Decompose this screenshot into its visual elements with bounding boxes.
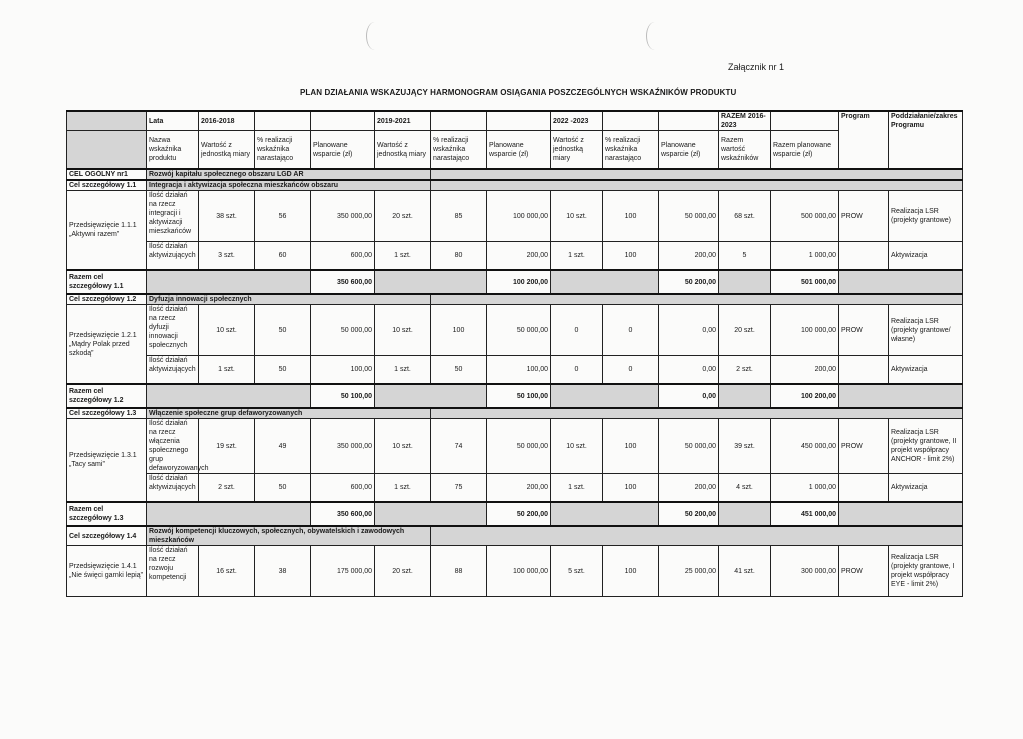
razem-planowane: 1 000,00 bbox=[771, 474, 839, 503]
indicator-row bbox=[67, 474, 963, 503]
realizacja-2016-2018: 56 bbox=[255, 191, 311, 242]
realizacja-2016-2018: 50 bbox=[255, 474, 311, 503]
zakres-programu: Realizacja LSR (projekty grantowe, II projekt współpracy ANCHOR - limit 2%) bbox=[889, 419, 963, 474]
sum-label: Razem cel szczegółowy 1.2 bbox=[67, 384, 147, 408]
planowane-2019-2021: 100,00 bbox=[487, 356, 551, 385]
sum-filler bbox=[551, 384, 659, 408]
goal-row bbox=[67, 526, 963, 546]
project-name: Przedsięwzięcie 1.3.1 „Tacy sami” bbox=[67, 419, 147, 503]
indicator-row bbox=[67, 305, 963, 356]
header-period-2: 2019-2021 bbox=[375, 111, 431, 131]
header-empty bbox=[67, 111, 147, 131]
header-planowane-3: Planowane wsparcie (zł) bbox=[659, 131, 719, 170]
indicator-name: Ilość działań aktywizujących bbox=[147, 242, 199, 271]
realizacja-2022-2023: 100 bbox=[603, 242, 659, 271]
sum-filler bbox=[375, 502, 487, 526]
goal-row bbox=[67, 180, 963, 191]
goal-row bbox=[67, 294, 963, 305]
sum-filler bbox=[147, 502, 311, 526]
planowane-2016-2018: 350 000,00 bbox=[311, 191, 375, 242]
zakres-programu: Realizacja LSR (projekty grantowe/ własne) bbox=[889, 305, 963, 356]
indicator-name: Ilość działań aktywizujących bbox=[147, 474, 199, 503]
sum-2022-2023: 0,00 bbox=[659, 384, 719, 408]
header-wartosc-1: Wartość z jednostką miary bbox=[199, 131, 255, 170]
goal-text: Integracja i aktywizacja społeczna mieszkańców obszaru bbox=[147, 180, 431, 191]
cel-ogolny-label: CEL OGÓLNY nr1 bbox=[67, 169, 147, 180]
sum-label: Razem cel szczegółowy 1.3 bbox=[67, 502, 147, 526]
planowane-2016-2018: 350 000,00 bbox=[311, 419, 375, 474]
value-2016-2018: 38 szt. bbox=[199, 191, 255, 242]
sum-filler bbox=[719, 384, 771, 408]
indicator-name: Ilość działań na rzecz integracji i aktywizacji mieszkańców bbox=[147, 191, 199, 242]
sum-filler bbox=[147, 270, 311, 294]
value-2022-2023: 1 szt. bbox=[551, 242, 603, 271]
program bbox=[839, 356, 889, 385]
realizacja-2019-2021: 74 bbox=[431, 419, 487, 474]
planowane-2019-2021: 50 000,00 bbox=[487, 305, 551, 356]
program: PROW bbox=[839, 419, 889, 474]
value-2019-2021: 1 szt. bbox=[375, 242, 431, 271]
cel-ogolny-text: Rozwój kapitału społecznego obszaru LGD AR bbox=[147, 169, 431, 180]
realizacja-2022-2023: 100 bbox=[603, 419, 659, 474]
punch-hole-left bbox=[366, 22, 383, 50]
goal-label: Cel szczegółowy 1.2 bbox=[67, 294, 147, 305]
value-2016-2018: 1 szt. bbox=[199, 356, 255, 385]
sum-filler bbox=[375, 384, 487, 408]
header-years-row bbox=[67, 111, 963, 131]
sum-filler bbox=[839, 502, 963, 526]
value-2016-2018: 3 szt. bbox=[199, 242, 255, 271]
indicator-name: Ilość działań na rzecz włączenia społecznego grup defaworyzowanych bbox=[147, 419, 199, 474]
goal-filler bbox=[431, 408, 963, 419]
value-2022-2023: 0 bbox=[551, 356, 603, 385]
header-realizacja-1: % realizacji wskaźnika narastająco bbox=[255, 131, 311, 170]
header-realizacja-2: % realizacji wskaźnika narastająco bbox=[431, 131, 487, 170]
zakres-programu: Aktywizacja bbox=[889, 474, 963, 503]
zakres-programu: Realizacja LSR (projekty grantowe, I projekt współpracy EYE - limit 2%) bbox=[889, 546, 963, 597]
value-2022-2023: 10 szt. bbox=[551, 419, 603, 474]
razem-wartosc: 5 bbox=[719, 242, 771, 271]
planowane-2022-2023: 200,00 bbox=[659, 242, 719, 271]
planowane-2019-2021: 50 000,00 bbox=[487, 419, 551, 474]
razem-wartosc: 2 szt. bbox=[719, 356, 771, 385]
razem-planowane: 1 000,00 bbox=[771, 242, 839, 271]
value-2019-2021: 20 szt. bbox=[375, 191, 431, 242]
value-2022-2023: 0 bbox=[551, 305, 603, 356]
sum-row bbox=[67, 384, 963, 408]
header-nazwa: Nazwa wskaźnika produktu bbox=[147, 131, 199, 170]
sum-2022-2023: 50 200,00 bbox=[659, 502, 719, 526]
razem-planowane: 450 000,00 bbox=[771, 419, 839, 474]
document-title: PLAN DZIAŁANIA WSKAZUJĄCY HARMONOGRAM OSIĄGANIA POSZCZEGÓLNYCH WSKAŹNIKÓW PRODUKTU bbox=[300, 88, 737, 97]
goal-label: Cel szczegółowy 1.3 bbox=[67, 408, 147, 419]
planowane-2022-2023: 25 000,00 bbox=[659, 546, 719, 597]
indicator-name: Ilość działań na rzecz rozwoju kompetencji bbox=[147, 546, 199, 597]
sum-filler bbox=[375, 270, 487, 294]
indicator-row bbox=[67, 242, 963, 271]
planowane-2019-2021: 200,00 bbox=[487, 242, 551, 271]
planowane-2019-2021: 200,00 bbox=[487, 474, 551, 503]
planowane-2016-2018: 175 000,00 bbox=[311, 546, 375, 597]
header-poddzialanie: Poddziałanie/zakres Programu bbox=[889, 111, 963, 169]
header-razem-planowane: Razem planowane wsparcie (zł) bbox=[771, 131, 839, 170]
header-wartosc-3: Wartość z jednostką miary bbox=[551, 131, 603, 170]
program: PROW bbox=[839, 191, 889, 242]
goal-row bbox=[67, 408, 963, 419]
razem-planowane: 100 000,00 bbox=[771, 305, 839, 356]
sum-filler bbox=[839, 270, 963, 294]
program bbox=[839, 474, 889, 503]
value-2019-2021: 10 szt. bbox=[375, 419, 431, 474]
value-2019-2021: 20 szt. bbox=[375, 546, 431, 597]
sum-filler bbox=[719, 502, 771, 526]
goal-label: Cel szczegółowy 1.4 bbox=[67, 526, 147, 546]
razem-wartosc: 20 szt. bbox=[719, 305, 771, 356]
sum-row bbox=[67, 270, 963, 294]
project-name: Przedsięwzięcie 1.1.1 „Aktywni razem” bbox=[67, 191, 147, 271]
razem-wartosc: 4 szt. bbox=[719, 474, 771, 503]
program: PROW bbox=[839, 305, 889, 356]
annex-label: Załącznik nr 1 bbox=[728, 62, 785, 72]
zakres-programu: Aktywizacja bbox=[889, 242, 963, 271]
project-name: Przedsięwzięcie 1.4.1 „Nie święci garnki lepią” bbox=[67, 546, 147, 597]
value-2019-2021: 1 szt. bbox=[375, 474, 431, 503]
goal-filler bbox=[431, 526, 963, 546]
value-2016-2018: 19 szt. bbox=[199, 419, 255, 474]
razem-wartosc: 68 szt. bbox=[719, 191, 771, 242]
realizacja-2022-2023: 0 bbox=[603, 356, 659, 385]
sum-2019-2021: 50 200,00 bbox=[487, 502, 551, 526]
sum-filler bbox=[719, 270, 771, 294]
sum-2016-2018: 50 100,00 bbox=[311, 384, 375, 408]
sum-filler bbox=[551, 270, 659, 294]
indicator-name: Ilość działań na rzecz dyfuzji innowacji społecznych bbox=[147, 305, 199, 356]
sum-2016-2018: 350 600,00 bbox=[311, 270, 375, 294]
planowane-2019-2021: 100 000,00 bbox=[487, 546, 551, 597]
razem-wartosc: 39 szt. bbox=[719, 419, 771, 474]
realizacja-2019-2021: 80 bbox=[431, 242, 487, 271]
header-program: Program bbox=[839, 111, 889, 169]
sum-2019-2021: 100 200,00 bbox=[487, 270, 551, 294]
goal-label: Cel szczegółowy 1.1 bbox=[67, 180, 147, 191]
razem-wartosc: 41 szt. bbox=[719, 546, 771, 597]
value-2016-2018: 2 szt. bbox=[199, 474, 255, 503]
planowane-2022-2023: 0,00 bbox=[659, 305, 719, 356]
value-2022-2023: 5 szt. bbox=[551, 546, 603, 597]
program bbox=[839, 242, 889, 271]
planowane-2022-2023: 50 000,00 bbox=[659, 419, 719, 474]
sum-total: 501 000,00 bbox=[771, 270, 839, 294]
indicator-row bbox=[67, 546, 963, 597]
header-razem-wartosc: Razem wartość wskaźników bbox=[719, 131, 771, 170]
planowane-2016-2018: 50 000,00 bbox=[311, 305, 375, 356]
sum-filler bbox=[551, 502, 659, 526]
sum-2022-2023: 50 200,00 bbox=[659, 270, 719, 294]
project-name: Przedsięwzięcie 1.2.1 „Mądry Polak przed szkodą” bbox=[67, 305, 147, 385]
realizacja-2019-2021: 100 bbox=[431, 305, 487, 356]
sum-label: Razem cel szczegółowy 1.1 bbox=[67, 270, 147, 294]
realizacja-2016-2018: 50 bbox=[255, 305, 311, 356]
plan-table bbox=[66, 110, 963, 597]
value-2016-2018: 16 szt. bbox=[199, 546, 255, 597]
header-realizacja-3: % realizacji wskaźnika narastająco bbox=[603, 131, 659, 170]
punch-hole-right bbox=[646, 22, 663, 50]
header-razem: RAZEM 2016-2023 bbox=[719, 111, 771, 131]
sum-filler bbox=[839, 384, 963, 408]
goal-filler bbox=[431, 294, 963, 305]
realizacja-2016-2018: 38 bbox=[255, 546, 311, 597]
realizacja-2022-2023: 100 bbox=[603, 546, 659, 597]
value-2019-2021: 10 szt. bbox=[375, 305, 431, 356]
planowane-2019-2021: 100 000,00 bbox=[487, 191, 551, 242]
razem-planowane: 500 000,00 bbox=[771, 191, 839, 242]
value-2022-2023: 10 szt. bbox=[551, 191, 603, 242]
sum-2016-2018: 350 600,00 bbox=[311, 502, 375, 526]
cel-ogolny-row bbox=[67, 169, 963, 180]
zakres-programu: Aktywizacja bbox=[889, 356, 963, 385]
header-lata: Lata bbox=[147, 111, 199, 131]
realizacja-2022-2023: 0 bbox=[603, 305, 659, 356]
goal-text: Rozwój kompetencji kluczowych, społecznych, obywatelskich i zawodowych mieszkańców bbox=[147, 526, 431, 546]
header-columns-row bbox=[67, 131, 963, 170]
program: PROW bbox=[839, 546, 889, 597]
value-2019-2021: 1 szt. bbox=[375, 356, 431, 385]
realizacja-2016-2018: 50 bbox=[255, 356, 311, 385]
indicator-row bbox=[67, 356, 963, 385]
realizacja-2022-2023: 100 bbox=[603, 191, 659, 242]
razem-planowane: 300 000,00 bbox=[771, 546, 839, 597]
realizacja-2016-2018: 60 bbox=[255, 242, 311, 271]
header-period-1: 2016-2018 bbox=[199, 111, 255, 131]
razem-planowane: 200,00 bbox=[771, 356, 839, 385]
goal-filler bbox=[431, 180, 963, 191]
sum-total: 451 000,00 bbox=[771, 502, 839, 526]
planowane-2016-2018: 100,00 bbox=[311, 356, 375, 385]
sum-total: 100 200,00 bbox=[771, 384, 839, 408]
realizacja-2022-2023: 100 bbox=[603, 474, 659, 503]
planowane-2016-2018: 600,00 bbox=[311, 474, 375, 503]
zakres-programu: Realizacja LSR (projekty grantowe) bbox=[889, 191, 963, 242]
indicator-row bbox=[67, 191, 963, 242]
sum-2019-2021: 50 100,00 bbox=[487, 384, 551, 408]
realizacja-2019-2021: 75 bbox=[431, 474, 487, 503]
planowane-2022-2023: 200,00 bbox=[659, 474, 719, 503]
realizacja-2016-2018: 49 bbox=[255, 419, 311, 474]
indicator-name: Ilość działań aktywizujących bbox=[147, 356, 199, 385]
sum-row bbox=[67, 502, 963, 526]
goal-text: Włączenie społeczne grup defaworyzowanych bbox=[147, 408, 431, 419]
header-period-3: 2022 -2023 bbox=[551, 111, 603, 131]
header-planowane-2: Planowane wsparcie (zł) bbox=[487, 131, 551, 170]
value-2016-2018: 10 szt. bbox=[199, 305, 255, 356]
planowane-2022-2023: 0,00 bbox=[659, 356, 719, 385]
planowane-2016-2018: 600,00 bbox=[311, 242, 375, 271]
header-wartosc-2: Wartość z jednostką miary bbox=[375, 131, 431, 170]
realizacja-2019-2021: 88 bbox=[431, 546, 487, 597]
planowane-2022-2023: 50 000,00 bbox=[659, 191, 719, 242]
realizacja-2019-2021: 50 bbox=[431, 356, 487, 385]
header-planowane-1: Planowane wsparcie (zł) bbox=[311, 131, 375, 170]
realizacja-2019-2021: 85 bbox=[431, 191, 487, 242]
indicator-row bbox=[67, 419, 963, 474]
value-2022-2023: 1 szt. bbox=[551, 474, 603, 503]
sum-filler bbox=[147, 384, 311, 408]
goal-text: Dyfuzja innowacji społecznych bbox=[147, 294, 431, 305]
